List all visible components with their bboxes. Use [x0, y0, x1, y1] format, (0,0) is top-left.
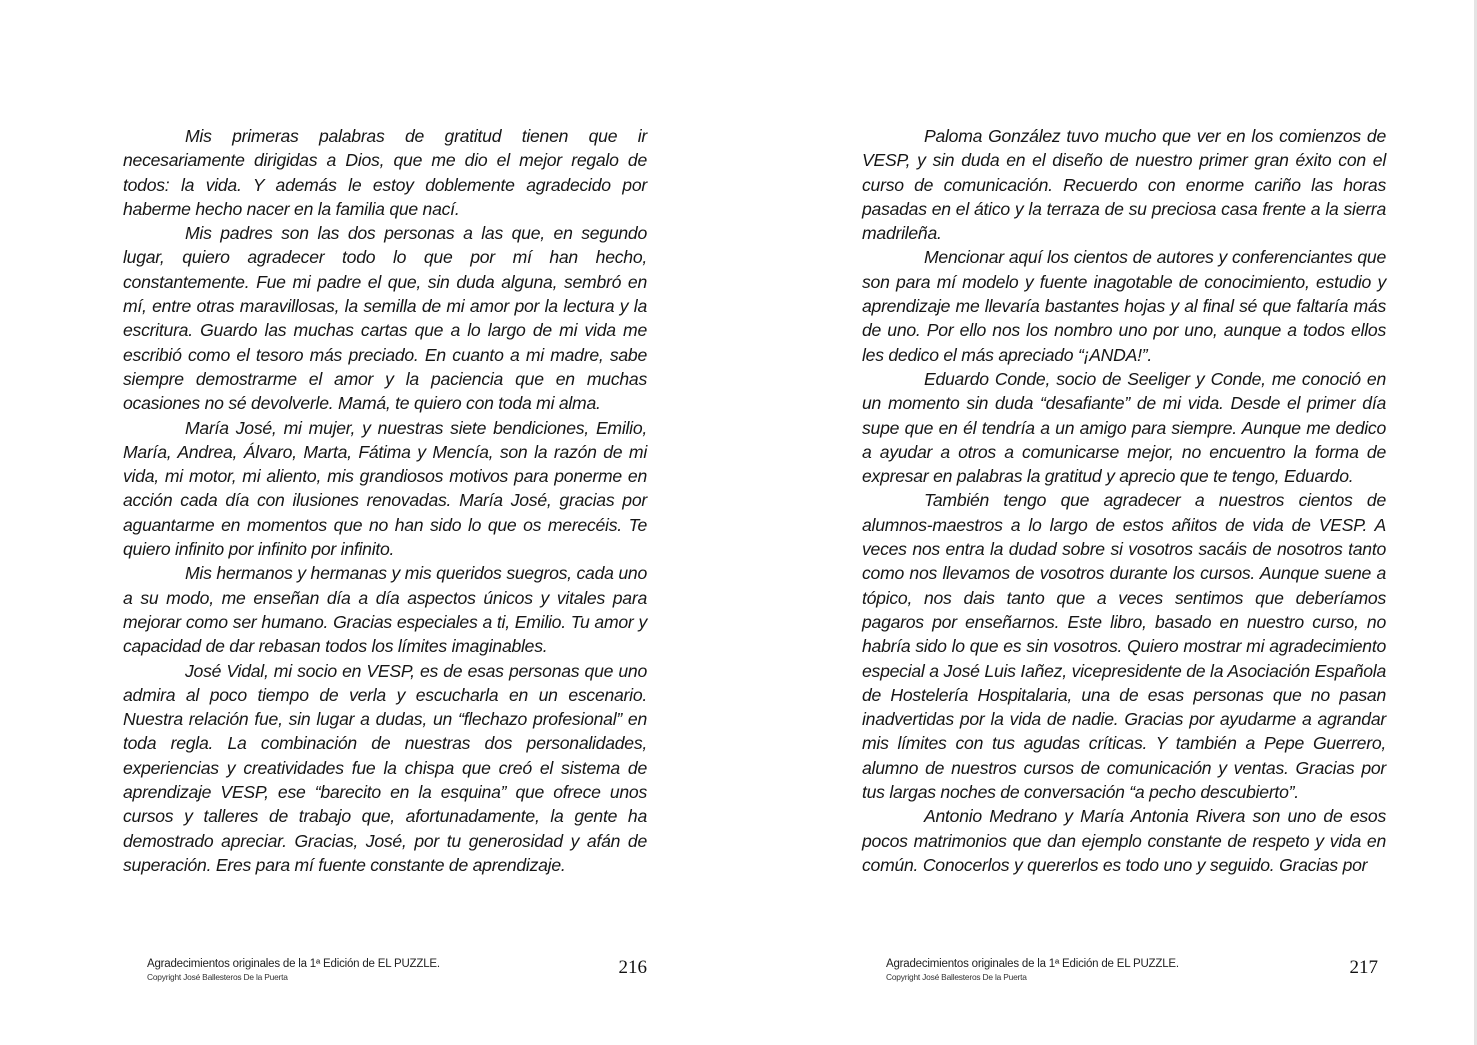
footer-copyright: Copyright José Ballesteros De la Puerta	[147, 972, 288, 982]
paragraph: Mis primeras palabras de gratitud tienen que ir necesariamente dirigidas a Dios, que me dio el mejor regalo de todos: la vida. Y además le estoy doblemente agradecido por haberme hecho nacer en la familia que nací.	[123, 126, 647, 219]
page-footer	[147, 957, 647, 997]
paragraph: Mis hermanos y hermanas y mis queridos suegros, cada uno a su modo, me enseñan día a día aspectos únicos y vitales para mejorar como ser humano. Gracias especiales a ti, Emilio. Tu amor y capacidad de dar rebasan todos los límites imaginables.	[123, 563, 647, 657]
left-page	[0, 0, 738, 1045]
footer-copyright: Copyright José Ballesteros De la Puerta	[886, 972, 1027, 982]
page-number: 216	[618, 957, 647, 978]
paragraph: También tengo que agradecer a nuestros cientos de alumnos-maestros a lo largo de estos añitos de vida de VESP. A veces nos entra la dudad sobre si vosotros sacáis de nosotros tanto como nos llevamos de vosotros durante los cursos. Aunque suene a tópico, nos dais tanto que a veces sentimos que deberíamos pagaros por enseñarnos. Este libro, basado en nuestro curso, no habría sido lo que es sin vosotros. Quiero mostrar mi agradecimiento especial a José Luis Iañez, vicepresidente de la Asociación Española de Hostelería Hospitalaria, una de esas personas que no pasan inadvertidas por la vida de nadie. Gracias por ayudarme a agrandar mis límites con tus agudas críticas. Y también a Pepe Guerrero, alumno de nuestros cursos de comunicación y ventas. Gracias por tus largas noches de conversación “a pecho descubierto”.	[862, 490, 1386, 803]
page-number: 217	[1349, 957, 1378, 978]
page-body-text	[862, 124, 1386, 877]
paragraph: Eduardo Conde, socio de Seeliger y Conde, me conoció en un momento sin duda “desafiante” de mi vida. Desde el primer día supe que en él tendría a un amigo para siempre. Aunque me dedico a ayudar a otros a comunicarse mejor, no encuentro la forma de expresar en palabras la gratitud y aprecio que te tengo, Eduardo.	[862, 368, 1386, 487]
footer-title: Agradecimientos originales de la 1ª Edición de EL PUZZLE.	[886, 958, 1179, 970]
paragraph: Paloma González tuvo mucho que ver en los comienzos de VESP, y sin duda en el diseño de nuestro primer gran éxito con el curso de comunicación. Recuerdo con enorme cariño las horas pasadas en el ático y la terraza de su preciosa casa frente a la sierra madrileña.	[862, 126, 1386, 244]
paragraph: María José, mi mujer, y nuestras siete bendiciones, Emilio, María, Andrea, Álvaro, Marta, Fátima y Mencía, son la razón de mi vida, mi motor, mi aliento, mis grandiosos motivos para ponerme en acción cada día con ilusiones renovadas. María José, gracias por aguantarme en momentos que no han sido lo que os merecéis. Te quiero infinito por infinito por infinito.	[123, 417, 647, 560]
paragraph: Mis padres son las dos personas a las que, en segundo lugar, quiero agradecer todo lo que por mí han hecho, constantemente. Fue mi padre el que, sin duda alguna, sembró en mí, entre otras maravillosas, la semilla de mi amor por la lectura y la escritura. Guardo las muchas cartas que a lo largo de mi vida me escribió como el tesoro más preciado. En cuanto a mi madre, sabe siempre demostrarme el amor y la paciencia que en muchas ocasiones no sé devolverle. Mamá, te quiero con toda mi alma.	[123, 223, 647, 414]
page-footer	[886, 957, 1378, 997]
paragraph: José Vidal, mi socio en VESP, es de esas personas que uno admira al poco tiempo de verla y escucharla en un escenario. Nuestra relación fue, sin lugar a dudas, un “flechazo profesional” en toda regla. La combinación de nuestras dos personalidades, experiencias y creatividades fue la chispa que creó el sistema de aprendizaje VESP, ese “barecito en la esquina” que ofrece unos cursos y talleres de trabajo que, afortunadamente, la gente ha demostrado apreciar. Gracias, José, por tu generosidad y afán de superación. Eres para mí fuente constante de aprendizaje.	[123, 660, 647, 875]
right-page	[739, 0, 1477, 1045]
paragraph: Mencionar aquí los cientos de autores y conferenciantes que son para mí modelo y fuente inagotable de conocimiento, estudio y aprendizaje me llevaría bastantes hojas y al final sé que faltaría más de uno. Por ello nos los nombro uno por uno, aunque a todos ellos les dedico el más apreciado “¡ANDA!”.	[862, 247, 1386, 365]
page-body-text	[123, 124, 647, 877]
paragraph: Antonio Medrano y María Antonia Rivera son uno de esos pocos matrimonios que dan ejemplo constante de respeto y vida en común. Conocerlos y quererlos es todo uno y seguido. Gracias por	[862, 806, 1386, 875]
footer-title: Agradecimientos originales de la 1ª Edición de EL PUZZLE.	[147, 958, 440, 970]
